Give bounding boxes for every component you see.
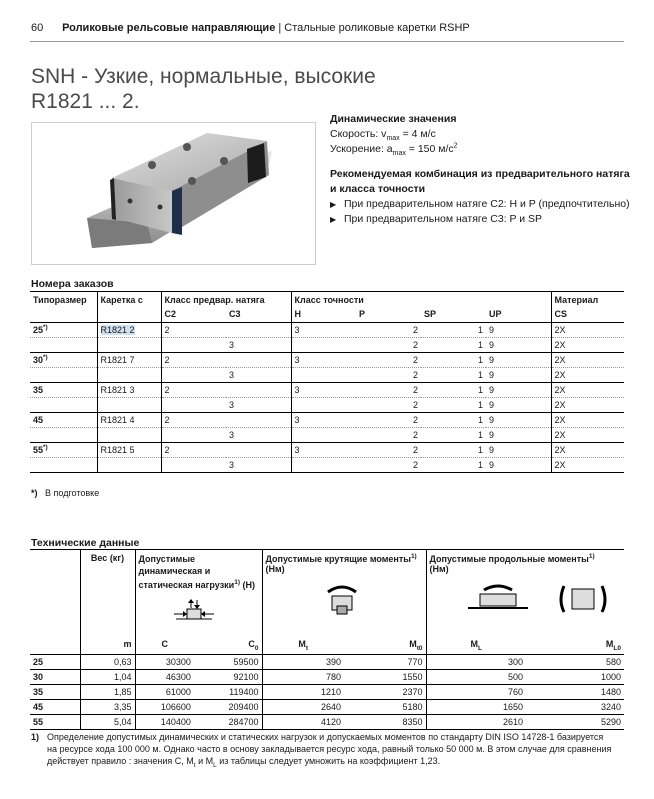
value-cell	[291, 367, 356, 382]
value-cell: 2	[412, 459, 418, 470]
value-cell: 1550	[344, 670, 426, 685]
unit-ml: $M_L$	[470, 638, 482, 652]
value-cell: 140400	[160, 717, 191, 728]
dynamic-values	[330, 112, 630, 227]
order-note: *) В подготовке	[31, 488, 100, 498]
part-number-cell: R1821 5	[97, 442, 161, 457]
value-cell: 1	[477, 339, 483, 350]
value-cell: 2	[164, 414, 170, 425]
unit-m: m	[80, 636, 135, 655]
value-cell: 2	[412, 414, 418, 425]
table-row	[30, 322, 624, 337]
value-cell: 3	[294, 414, 300, 425]
list-item: ▶ При предварительном натяге C3: P и SP	[330, 212, 630, 227]
value-cell	[226, 382, 291, 397]
value-cell: 3	[226, 367, 291, 382]
table-row	[30, 382, 624, 397]
value-cell	[161, 337, 226, 352]
roller-carriage-illustration	[32, 123, 316, 265]
value-cell: 1480	[600, 687, 621, 698]
value-cell: 2X	[554, 354, 566, 365]
value-cell	[291, 337, 356, 352]
unit-mt0: $M_{t0}$	[344, 636, 426, 655]
value-cell	[226, 322, 291, 337]
sub-c2: C2	[164, 309, 177, 320]
value-cell: 3	[226, 457, 291, 472]
col-material: Материал	[554, 294, 599, 305]
table-row	[30, 655, 624, 670]
table-row	[30, 700, 624, 715]
value-cell: 1,85	[80, 685, 135, 700]
value-cell: 1	[477, 369, 483, 380]
longitudinal-header: Допустимые продольные моменты$^{1)}$ (Нм)	[426, 550, 624, 636]
title-line-2: R1821 ... 2.	[31, 90, 140, 113]
size-cell: 25	[30, 655, 80, 670]
value-cell: 1650	[502, 702, 523, 713]
value-cell: 2X	[554, 324, 566, 335]
sub-sp: SP	[424, 309, 437, 320]
order-section-title: Номера заказов	[31, 278, 114, 290]
longitudinal-diagram-icon	[468, 580, 608, 614]
value-cell: 2	[412, 354, 418, 365]
part-number-cell: R1821 2	[97, 322, 161, 337]
sub-cs: CS	[554, 309, 568, 320]
value-cell: 9	[486, 427, 551, 442]
size-cell: 35	[30, 382, 97, 397]
value-cell	[291, 397, 356, 412]
value-cell: 2610	[502, 717, 523, 728]
value-cell: 9	[486, 457, 551, 472]
speed-line: Скорость: $v_{max} = 4$ м/с	[330, 128, 436, 143]
value-cell	[226, 442, 291, 457]
value-cell: 1	[477, 399, 483, 410]
value-cell: 2	[412, 369, 418, 380]
value-cell: 5180	[344, 700, 426, 715]
size-cell	[30, 397, 97, 412]
table-row	[30, 427, 624, 442]
page-header	[31, 22, 470, 34]
value-cell: 3	[294, 324, 300, 335]
value-cell: 209400	[194, 700, 262, 715]
table-row	[30, 337, 624, 352]
value-cell: 500	[507, 672, 523, 683]
value-cell: 1	[477, 414, 483, 425]
header-separator: |	[278, 22, 282, 34]
size-cell: 30*)	[30, 352, 97, 367]
value-cell: 300	[507, 657, 523, 668]
value-cell: 780	[325, 672, 341, 683]
value-cell: 8350	[344, 715, 426, 730]
value-cell: 580	[605, 657, 621, 668]
footnote: 1) Определение допустимых динамических и статических нагрузок и допускаемых моментов по стандарту DIN ISO 14728-1 базируется на ресурсе хода 100 000 м. Однако часто в основу закладывается ресурс хода, равный только 50 000 м. В этом случае для сравнения действует правило : значения C, $M_t$ и $M_L$ из таблицы следует умножить на коэффициент 1,23.	[31, 732, 612, 769]
value-cell: 760	[507, 687, 523, 698]
header-subtitle: Стальные роликовые каретки RSHP	[284, 22, 470, 34]
value-cell	[226, 412, 291, 427]
col-carriage: Каретка с	[97, 292, 161, 307]
list-item: ▶ При предварительном натяге C2: H и P (предпочтительно)	[330, 197, 630, 212]
value-cell: 2X	[554, 369, 566, 380]
value-cell: 3,35	[80, 700, 135, 715]
value-cell: 9	[486, 412, 551, 427]
value-cell: 30300	[165, 657, 191, 668]
value-cell: 1000	[600, 672, 621, 683]
value-cell: 770	[344, 655, 426, 670]
acceleration-line: Ускорение: $a_{max} = 150$ $м/с^2$	[330, 142, 458, 158]
col-accuracy: Класс точности	[291, 292, 551, 307]
value-cell: 106600	[160, 702, 191, 713]
value-cell: 3	[226, 337, 291, 352]
value-cell: 2X	[554, 444, 566, 455]
table-row	[30, 670, 624, 685]
header-rule	[30, 41, 624, 42]
size-cell: 25*)	[30, 322, 97, 337]
order-table	[30, 292, 624, 473]
size-cell: 55	[30, 715, 80, 730]
value-cell: 1	[477, 429, 483, 440]
value-cell: 61000	[165, 687, 191, 698]
page-number: 60	[31, 22, 44, 34]
torque-header: Допустимые крутящие моменты$^{1)}$ (Нм)	[262, 550, 426, 636]
page-title	[31, 64, 376, 114]
value-cell: 2X	[554, 399, 566, 410]
value-cell	[161, 367, 226, 382]
size-cell: 55*)	[30, 442, 97, 457]
size-cell	[30, 457, 97, 472]
size-cell	[30, 337, 97, 352]
value-cell: 5290	[600, 717, 621, 728]
value-cell	[161, 457, 226, 472]
value-cell: 119400	[194, 685, 262, 700]
table-row	[30, 457, 624, 472]
value-cell: 2	[412, 444, 418, 455]
value-cell: 9	[486, 322, 551, 337]
value-cell: 3	[294, 354, 300, 365]
col-preload: Класс предвар. натяга	[161, 292, 291, 307]
table-row	[30, 397, 624, 412]
value-cell: 2X	[554, 459, 566, 470]
value-cell: 59500	[194, 655, 262, 670]
value-cell: 2X	[554, 339, 566, 350]
load-diagram-icon	[174, 599, 214, 629]
value-cell: 2	[412, 399, 418, 410]
table-row	[30, 715, 624, 730]
value-cell: 9	[486, 382, 551, 397]
size-cell: 45	[30, 412, 97, 427]
unit-c0: $C_0$	[194, 636, 262, 655]
sub-h: H	[294, 309, 301, 320]
col-size: Типоразмер	[30, 292, 97, 307]
value-cell: 2	[412, 429, 418, 440]
section-title: Роликовые рельсовые направляющие	[62, 22, 276, 34]
value-cell: 1	[477, 444, 483, 455]
product-photo	[31, 122, 316, 265]
unit-mt: $M_t$	[298, 638, 309, 652]
value-cell: 9	[486, 397, 551, 412]
value-cell: 46300	[165, 672, 191, 683]
sub-up: UP	[486, 307, 551, 322]
table-row	[30, 352, 624, 367]
value-cell: 92100	[194, 670, 262, 685]
value-cell: 1	[477, 324, 483, 335]
part-number-cell	[97, 367, 161, 382]
part-number-cell	[97, 337, 161, 352]
part-number-cell: R1821 7	[97, 352, 161, 367]
size-cell: 35	[30, 685, 80, 700]
value-cell	[226, 352, 291, 367]
sub-c3: C3	[226, 307, 291, 322]
value-cell: 9	[486, 337, 551, 352]
part-number-cell: R1821 3	[97, 382, 161, 397]
value-cell	[161, 427, 226, 442]
table-row	[30, 442, 624, 457]
tech-table	[30, 549, 624, 730]
value-cell: 1	[477, 384, 483, 395]
value-cell: 3240	[600, 702, 621, 713]
value-cell: 3	[294, 384, 300, 395]
size-cell: 30	[30, 670, 80, 685]
value-cell	[291, 427, 356, 442]
value-cell: 2370	[344, 685, 426, 700]
value-cell: 2X	[554, 384, 566, 395]
part-number-cell: R1821 4	[97, 412, 161, 427]
table-row	[30, 685, 624, 700]
value-cell: 2X	[554, 429, 566, 440]
table-row	[30, 367, 624, 382]
unit-c: C	[161, 638, 168, 649]
value-cell: 5,04	[80, 715, 135, 730]
size-cell	[30, 367, 97, 382]
recommendation-list	[330, 197, 630, 227]
value-cell: 3	[226, 397, 291, 412]
unit-ml0: $M_{L0}$	[605, 638, 621, 652]
dynamic-heading: Динамические значения	[330, 113, 457, 125]
value-cell: 4120	[320, 717, 341, 728]
value-cell: 390	[325, 657, 341, 668]
part-number-cell	[97, 457, 161, 472]
value-cell: 2	[412, 324, 418, 335]
value-cell: 284700	[194, 715, 262, 730]
sub-p: P	[359, 309, 366, 320]
size-cell: 45	[30, 700, 80, 715]
value-cell	[291, 457, 356, 472]
value-cell: 9	[486, 367, 551, 382]
value-cell: 2	[412, 339, 418, 350]
part-number-cell	[97, 427, 161, 442]
value-cell: 2	[164, 444, 170, 455]
tech-section-title: Технические данные	[31, 537, 140, 549]
value-cell: 3	[226, 427, 291, 442]
value-cell: 2	[164, 354, 170, 365]
load-header: Допустимые динамическая и статическая нагрузки$^{1)}$ (Н)	[135, 550, 262, 636]
torque-diagram-icon	[322, 582, 362, 616]
value-cell: 2X	[554, 414, 566, 425]
recommendation-heading: Рекомендуемая комбинация из предварительного натяга и класса точности	[330, 168, 630, 195]
part-number-cell	[97, 397, 161, 412]
value-cell: 2	[412, 384, 418, 395]
value-cell: 0,63	[80, 655, 135, 670]
value-cell: 1,04	[80, 670, 135, 685]
value-cell: 9	[486, 442, 551, 457]
value-cell	[161, 397, 226, 412]
value-cell: 1	[477, 354, 483, 365]
size-cell	[30, 427, 97, 442]
value-cell: 1210	[320, 687, 341, 698]
weight-header: Вес (кг)	[80, 550, 135, 636]
value-cell: 2	[164, 384, 170, 395]
table-row	[30, 412, 624, 427]
value-cell: 9	[486, 352, 551, 367]
value-cell: 1	[477, 459, 483, 470]
title-line-1: SNH - Узкие, нормальные, высокие	[31, 65, 376, 88]
value-cell: 3	[294, 444, 300, 455]
value-cell: 2	[164, 324, 170, 335]
value-cell: 2640	[320, 702, 341, 713]
